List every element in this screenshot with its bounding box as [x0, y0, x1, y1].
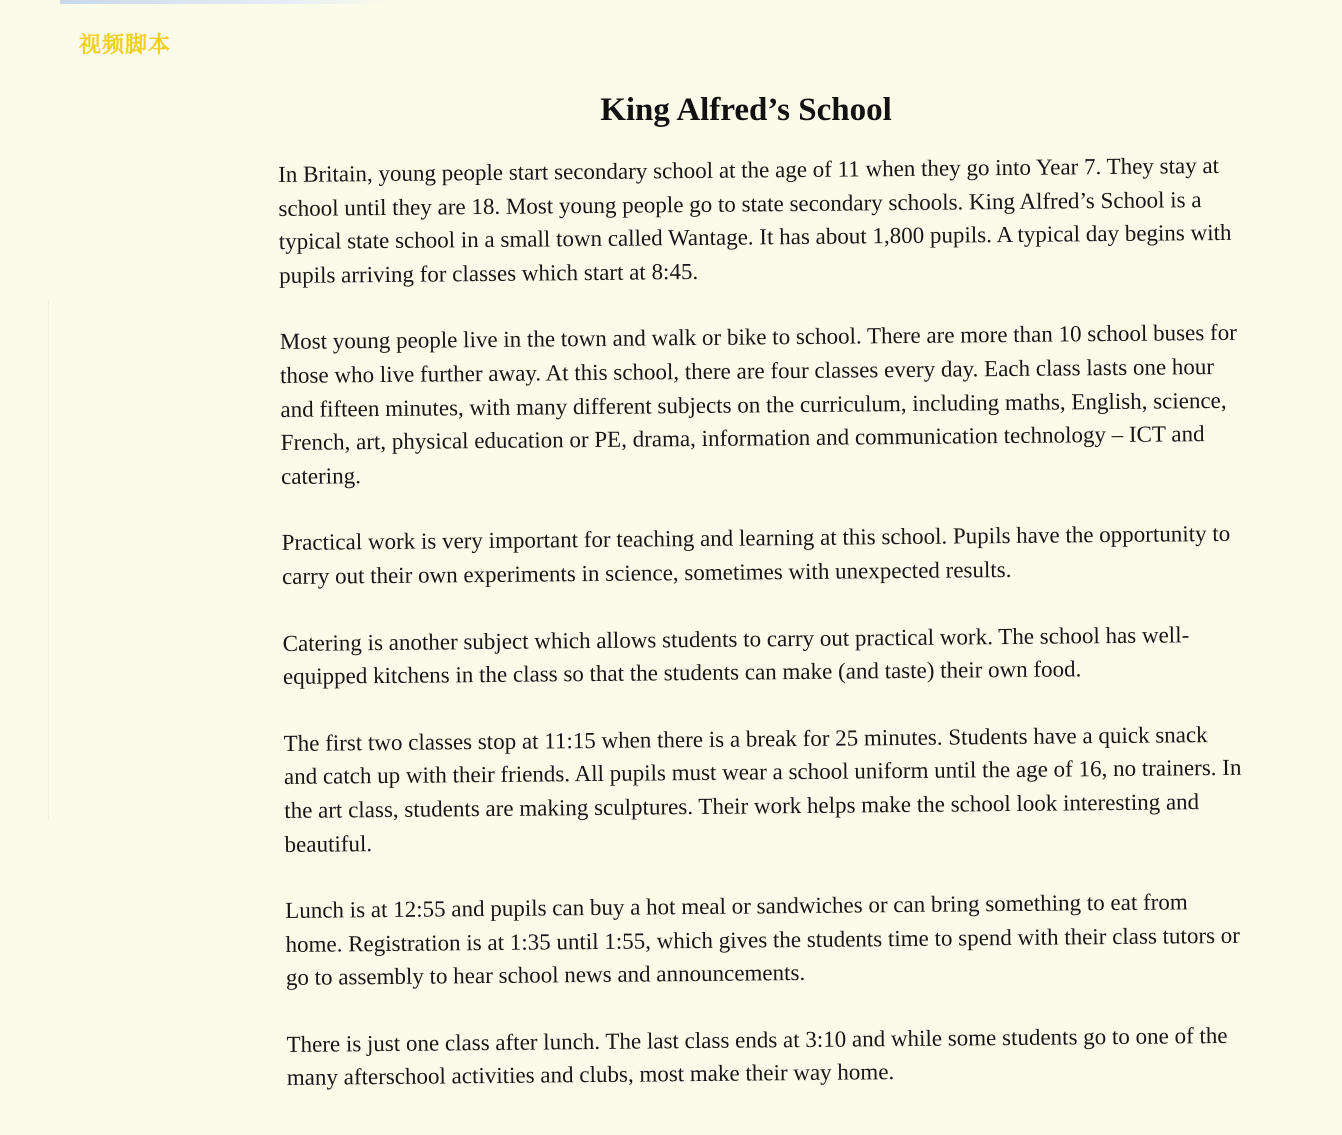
script-body [278, 149, 1247, 1128]
page-margin-shadow [48, 300, 49, 820]
page-title: King Alfred’s School [600, 92, 892, 128]
section-label: 视频脚本 [79, 33, 172, 58]
paragraph-lunch-and-registration: Lunch is at 12:55 and pupils can buy a hot meal or sandwiches or can bring something to eat from home. Registration is at 1:35 until 1:55, which gives the students time to spend with their class tutors or go to assembly to hear school news and announcements. [285, 889, 1241, 991]
paragraph-catering: Catering is another subject which allows students to carry out practical work. The school has well-equipped kitchens in the class so that the students can make (and taste) their own food. [282, 621, 1190, 690]
paragraph-practical-work: Practical work is very important for teaching and learning at this school. Pupils have the opportunity to carry out their own experiments in science, sometimes with unexpected results. [281, 521, 1231, 589]
top-decorative-strip [60, 0, 390, 4]
paragraph-break-and-uniform: The first two classes stop at 11:15 when there is a break for 25 minutes. Students have a quick snack and catch up with their friends. All pupils must wear a school uniform until the age of 16, no trainers. In the art class, students are making sculptures. Their work helps make the school look interesting and beautiful. [283, 721, 1242, 857]
paragraph-travel-and-classes: Most young people live in the town and walk or bike to school. There are more than 10 school buses for those who live further away. At this school, there are four classes every day. Each class lasts one hour and fifteen minutes, with many different subjects on the curriculum, including maths, English, science, French, art, physical education or PE, drama, information and communication technology – ICT and catering. [279, 320, 1237, 489]
paragraph-intro: In Britain, young people start secondary school at the age of 11 when they go into Year 7. They stay at school until they are 18. Most young people go to state secondary schools. King Alfred’s School is a typical state school in a small town called Wantage. It has about 1,800 pupils. A typical day begins with pupils arriving for classes which start at 8:45. [278, 152, 1232, 288]
paragraph-end-of-day: There is just one class after lunch. The last class ends at 3:10 and while some students go to one of the many afterschool activities and clubs, most make their way home. [286, 1022, 1228, 1091]
